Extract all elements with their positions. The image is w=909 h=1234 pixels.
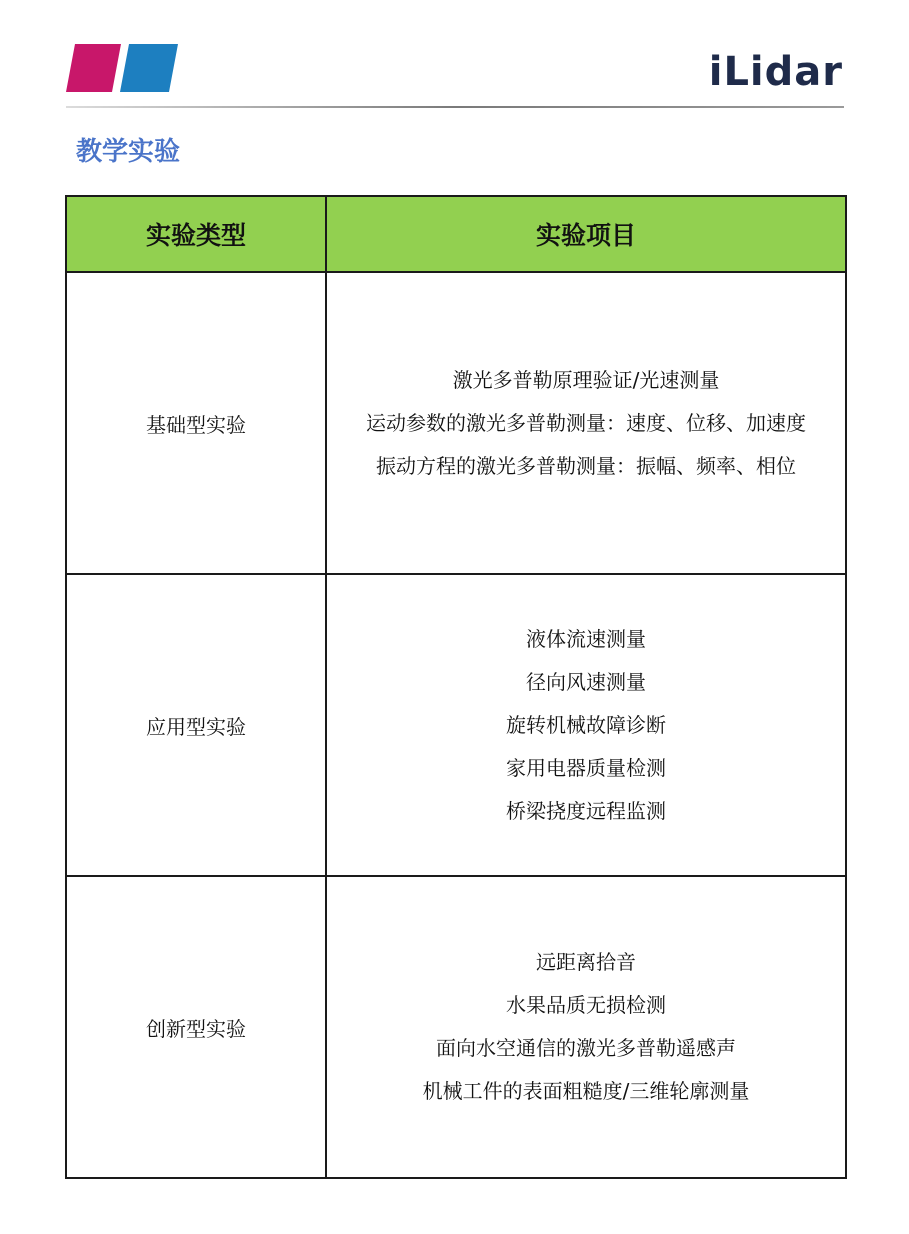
- experiment-item: 径向风速测量: [526, 669, 646, 694]
- experiment-type-cell: 应用型实验: [66, 574, 326, 876]
- column-header-items: 实验项目: [326, 196, 846, 272]
- experiment-item: 水果品质无损检测: [506, 993, 666, 1017]
- experiment-items-cell: [326, 876, 846, 1178]
- experiment-items-cell: [326, 574, 846, 876]
- header-divider: [66, 106, 844, 108]
- experiment-item: 液体流速测量: [526, 626, 646, 651]
- experiment-item: 激光多普勒原理验证/光速测量: [452, 367, 720, 392]
- experiment-type-cell: 基础型实验: [66, 272, 326, 574]
- experiment-item: 远距离拾音: [536, 950, 636, 974]
- experiment-item: 桥梁挠度远程监测: [506, 798, 666, 823]
- table-row: [66, 272, 846, 574]
- table-row: [66, 574, 846, 876]
- experiment-table: [65, 195, 847, 1179]
- experiment-type-cell: 创新型实验: [66, 876, 326, 1178]
- company-logo-blocks: [66, 44, 178, 92]
- experiment-item: 旋转机械故障诊断: [506, 712, 666, 737]
- brand-logo-text: iLidar: [708, 49, 843, 95]
- table-header-row: [66, 196, 846, 272]
- column-header-type: 实验类型: [66, 196, 326, 272]
- logo-blue-block: [120, 44, 178, 92]
- experiment-item: 家用电器质量检测: [506, 755, 666, 780]
- section-title: 教学实验: [76, 137, 181, 167]
- table-row: [66, 876, 846, 1178]
- logo-magenta-block: [66, 44, 121, 92]
- experiment-item: 振动方程的激光多普勒测量：振幅、频率、相位: [376, 453, 796, 478]
- experiment-item: 机械工件的表面粗糙度/三维轮廓测量: [422, 1079, 750, 1103]
- experiment-items-cell: [326, 272, 846, 574]
- experiment-item: 运动参数的激光多普勒测量：速度、位移、加速度: [366, 410, 806, 435]
- experiment-item: 面向水空通信的激光多普勒遥感声: [436, 1036, 736, 1060]
